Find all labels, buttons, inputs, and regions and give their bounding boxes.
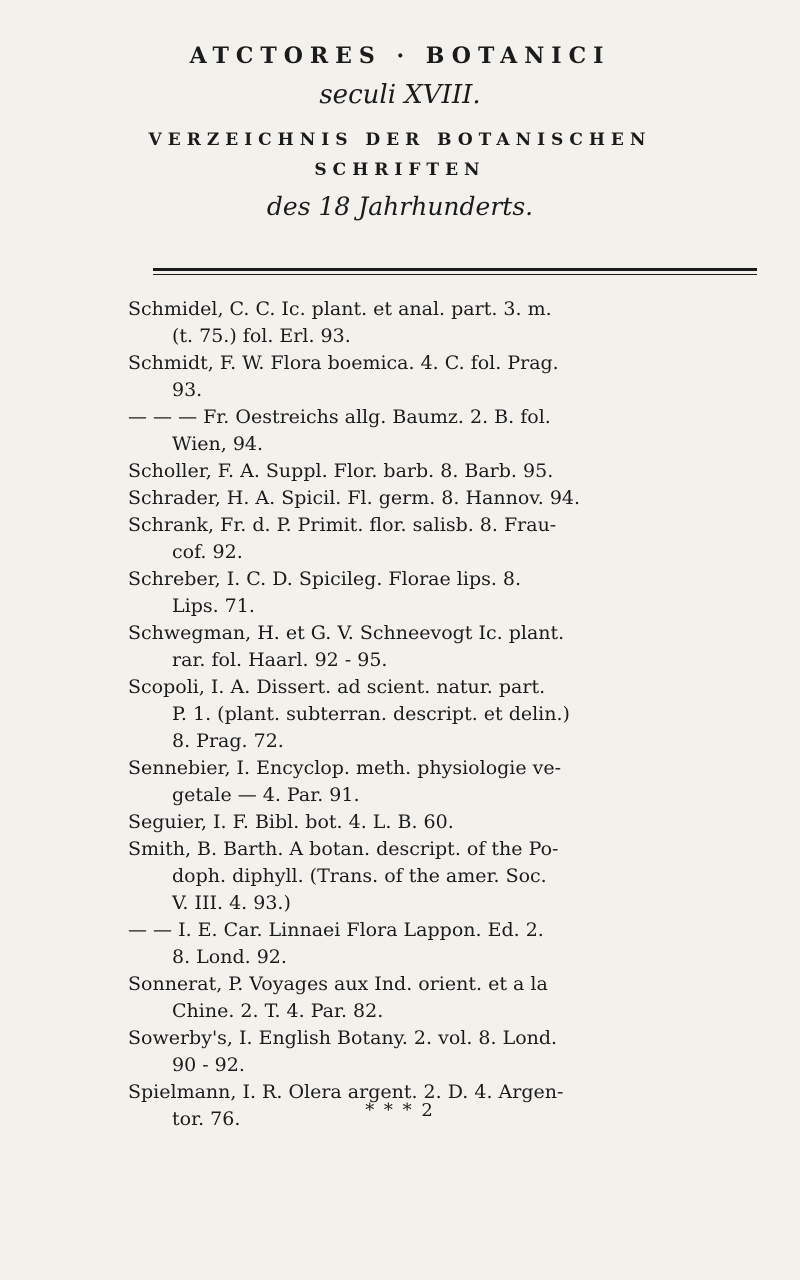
entry-text: Schmidt, F. W. Flora boemica. 4. C. fol. Prag. bbox=[128, 352, 559, 374]
bibliography-entry bbox=[128, 404, 768, 458]
bibliography-list bbox=[128, 296, 768, 1133]
bibliography-entry bbox=[128, 485, 768, 512]
entry-text: Sonnerat, P. Voyages aux Ind. orient. et a la bbox=[128, 973, 548, 995]
bibliography-entry bbox=[128, 296, 768, 350]
entry-continuation: 93. bbox=[172, 379, 203, 401]
entry-text: Scopoli, I. A. Dissert. ad scient. natur. part. bbox=[128, 676, 546, 698]
bibliography-entry bbox=[128, 350, 768, 404]
running-subtitle: seculi XVIII. bbox=[319, 80, 481, 110]
entry-text: Seguier, I. F. Bibl. bot. 4. L. B. 60. bbox=[128, 811, 454, 833]
bibliography-entry bbox=[128, 917, 768, 971]
entry-text: Sowerby's, I. English Botany. 2. vol. 8. Lond. bbox=[128, 1027, 558, 1049]
entry-continuation: (t. 75.) fol. Erl. 93. bbox=[172, 325, 351, 347]
bibliography-entry bbox=[128, 458, 768, 485]
entry-text: Schwegman, H. et G. V. Schneevogt Ic. plant. bbox=[128, 622, 565, 644]
entry-text: Sennebier, I. Encyclop. meth. physiologie ve- bbox=[128, 757, 562, 779]
entry-continuation: tor. 76. bbox=[172, 1108, 241, 1130]
divider-thin bbox=[153, 274, 757, 275]
entry-continuation: Wien, 94. bbox=[172, 433, 264, 455]
signature-mark: * * * 2 bbox=[365, 1100, 435, 1121]
entry-continuation: cof. 92. bbox=[172, 541, 243, 563]
entry-continuation: rar. fol. Haarl. 92 - 95. bbox=[172, 649, 388, 671]
bibliography-entry bbox=[128, 620, 768, 674]
section-title: VERZEICHNIS DER BOTANISCHEN bbox=[148, 130, 652, 150]
bibliography-entry bbox=[128, 512, 768, 566]
entry-text: Schmidel, C. C. Ic. plant. et anal. part. 3. m. bbox=[128, 298, 552, 320]
bibliography-entry bbox=[128, 566, 768, 620]
entry-continuation: getale — 4. Par. 91. bbox=[172, 784, 360, 806]
entry-text: Schrank, Fr. d. P. Primit. flor. salisb. 8. Frau- bbox=[128, 514, 557, 536]
entry-text: Spielmann, I. R. Olera argent. 2. D. 4. Argen- bbox=[128, 1081, 564, 1103]
entry-text: — — — Fr. Oestreichs allg. Baumz. 2. B. fol. bbox=[128, 406, 551, 428]
divider-thick bbox=[153, 268, 757, 271]
bibliography-entry bbox=[128, 971, 768, 1025]
entry-continuation: V. III. 4. 93.) bbox=[172, 892, 291, 914]
entry-continuation: doph. diphyll. (Trans. of the amer. Soc. bbox=[172, 865, 547, 887]
bibliography-entry bbox=[128, 809, 768, 836]
bibliography-entry bbox=[128, 836, 768, 917]
bibliography-entry bbox=[128, 755, 768, 809]
bibliography-entry bbox=[128, 674, 768, 755]
entry-continuation: P. 1. (plant. subterran. descript. et delin.) bbox=[172, 703, 570, 725]
entry-continuation: Lips. 71. bbox=[172, 595, 255, 617]
bibliography-entry bbox=[128, 1025, 768, 1079]
entry-text: Schrader, H. A. Spicil. Fl. germ. 8. Hannov. 94. bbox=[128, 487, 581, 509]
entry-continuation: Chine. 2. T. 4. Par. 82. bbox=[172, 1000, 384, 1022]
section-title-cont: SCHRIFTEN bbox=[314, 160, 486, 180]
entry-text: Scholler, F. A. Suppl. Flor. barb. 8. Barb. 95. bbox=[128, 460, 554, 482]
entry-text: — — I. E. Car. Linnaei Flora Lappon. Ed. 2. bbox=[128, 919, 544, 941]
running-title: ATCTORES · BOTANICI bbox=[189, 43, 611, 69]
entry-continuation: 8. Prag. 72. bbox=[172, 730, 284, 752]
entry-continuation: 8. Lond. 92. bbox=[172, 946, 287, 968]
entry-text: Smith, B. Barth. A botan. descript. of the Po- bbox=[128, 838, 559, 860]
entry-continuation: 90 - 92. bbox=[172, 1054, 245, 1076]
section-subtitle: des 18 Jahrhunderts. bbox=[266, 192, 534, 221]
entry-text: Schreber, I. C. D. Spicileg. Florae lips. 8. bbox=[128, 568, 522, 590]
